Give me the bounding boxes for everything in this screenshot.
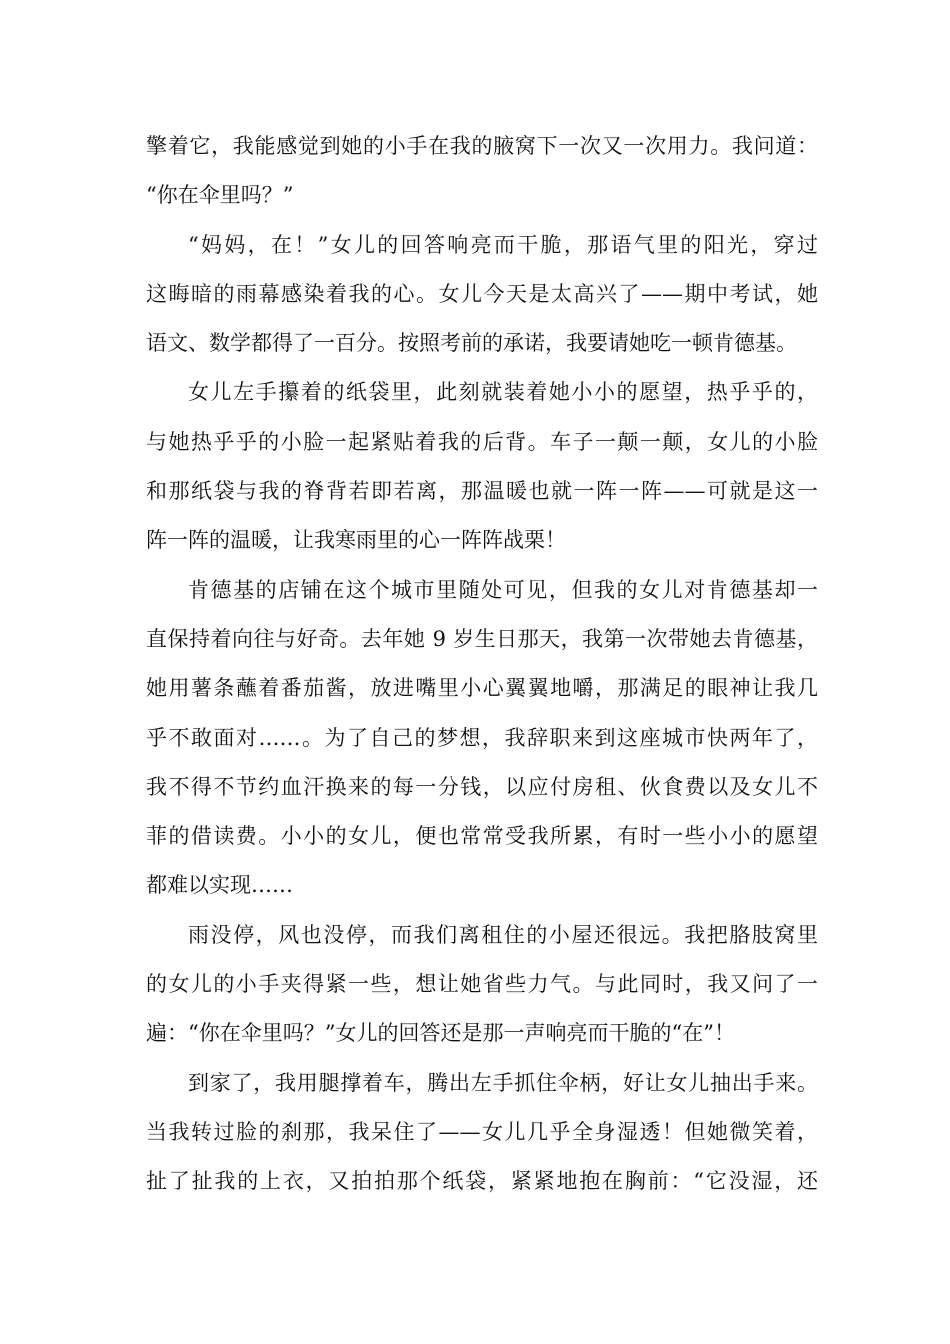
text-line: 阵一阵的温暖，让我寒雨里的心一阵阵战栗！ (146, 528, 566, 553)
text-line: 到家了，我用腿撑着车，腾出左手抓住伞柄，好让女儿抽出手来。 (188, 1070, 818, 1095)
text-line: “你在伞里吗？” (146, 183, 294, 208)
text-line: 她用薯条蘸着番茄酱，放进嘴里小心翼翼地嚼，那满足的眼神让我几 (146, 676, 818, 701)
text-line: 扯了扯我的上衣，又拍拍那个纸袋，紧紧地抱在胸前：“它没湿，还 (146, 1169, 818, 1194)
text-line: 雨没停，风也没停，而我们离租住的小屋还很远。我把胳肢窝里 (188, 922, 818, 947)
text-line: 直保持着向往与好奇。去年她 9 岁生日那天，我第一次带她去肯德基， (146, 626, 818, 651)
text-line: 和那纸袋与我的脊背若即若离，那温暖也就一阵一阵——可就是这一 (146, 479, 818, 504)
text-line: 与她热乎乎的小脸一起紧贴着我的后背。车子一颠一颠，女儿的小脸 (146, 429, 818, 454)
text-line: 语文、数学都得了一百分。按照考前的承诺，我要请她吃一顿肯德基。 (146, 331, 797, 356)
text-line: 乎不敢面对……。为了自己的梦想，我辞职来到这座城市快两年了， (146, 725, 818, 750)
text-line: 的女儿的小手夹得紧一些，想让她省些力气。与此同时，我又问了一 (146, 972, 818, 997)
text-line: 都难以实现…… (146, 873, 293, 898)
document-body (146, 122, 818, 1207)
text-line: 当我转过脸的刹那，我呆住了——女儿几乎全身湿透！但她微笑着， (146, 1119, 818, 1144)
text-line: 擎着它，我能感觉到她的小手在我的腋窝下一次又一次用力。我问道： (146, 134, 818, 158)
text-line: 遍：“你在伞里吗？”女儿的回答还是那一声响亮而干脆的“在”！ (146, 1021, 735, 1046)
text-line: 女儿左手攥着的纸袋里，此刻就装着她小小的愿望，热乎乎的， (188, 380, 818, 405)
text-line: 菲的借读费。小小的女儿，便也常常受我所累，有时一些小小的愿望 (146, 824, 818, 849)
text-line: 我不得不节约血汗换来的每一分钱，以应付房租、伙食费以及女儿不 (146, 774, 818, 799)
text-line: 肯德基的店铺在这个城市里随处可见，但我的女儿对肯德基却一 (188, 577, 818, 602)
text-line: 这晦暗的雨幕感染着我的心。女儿今天是太高兴了——期中考试，她 (146, 281, 818, 306)
text-line: “妈妈，在！”女儿的回答响亮而干脆，那语气里的阳光，穿过 (188, 232, 818, 257)
